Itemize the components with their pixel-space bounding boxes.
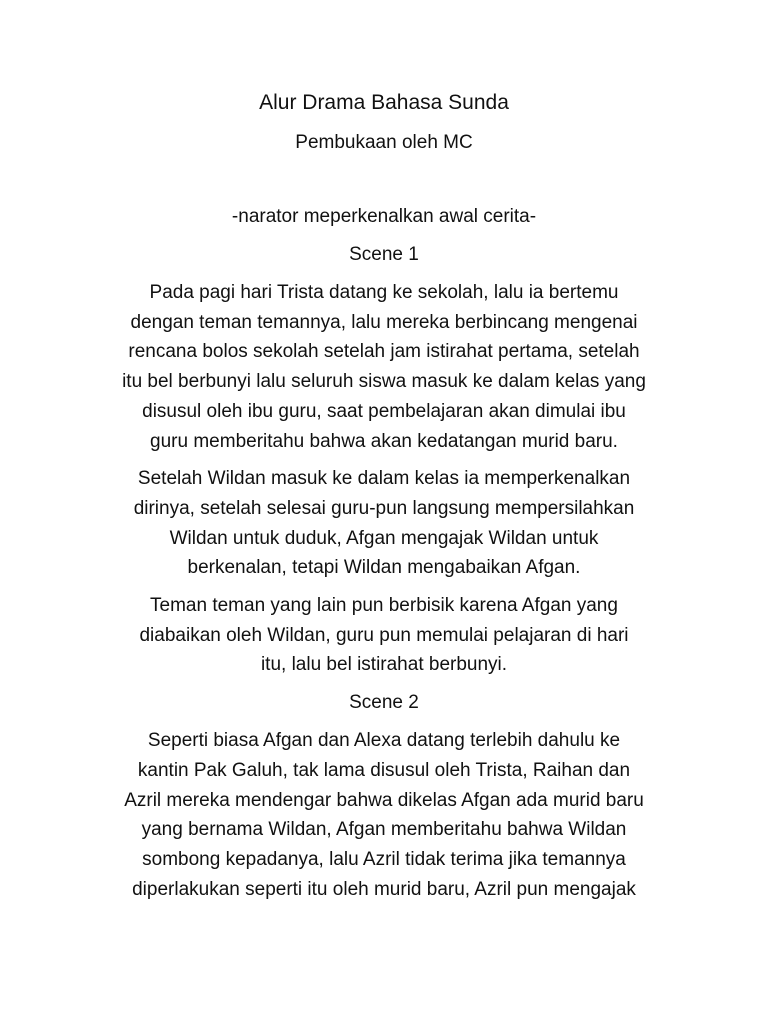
paragraph-line: Pada pagi hari Trista datang ke sekolah, lalu ia bertemu <box>149 282 619 303</box>
paragraph <box>86 591 682 680</box>
paragraph-line: dirinya, setelah selesai guru-pun langsung mempersilahkan <box>133 497 635 519</box>
paragraph-line: diabaikan oleh Wildan, guru pun memulai pelajaran di hari <box>139 624 629 646</box>
paragraph-line: diperlakukan seperti itu oleh murid baru, Azril pun mengajak <box>132 878 636 900</box>
paragraph-line: disusul oleh ibu guru, saat pembelajaran akan dimulai ibu <box>142 400 626 422</box>
paragraph <box>86 726 682 904</box>
paragraph <box>86 278 682 456</box>
paragraph-line: berkenalan, tetapi Wildan mengabaikan Afgan. <box>187 557 581 579</box>
paragraph-line: kantin Pak Galuh, tak lama disusul oleh Trista, Raihan dan <box>137 759 631 781</box>
paragraph-line: itu, lalu bel istirahat berbunyi. <box>260 654 508 676</box>
paragraph-line: Setelah Wildan masuk ke dalam kelas ia memperkenalkan <box>137 468 631 490</box>
paragraph-line: Wildan untuk duduk, Afgan mengajak Wildan untuk <box>169 527 599 549</box>
paragraph-line: yang bernama Wildan, Afgan memberitahu bahwa Wildan <box>141 819 627 841</box>
scene-heading: Scene 2 <box>349 692 419 714</box>
paragraph-line: sombong kepadanya, lalu Azril tidak terima jika temannya <box>142 848 626 870</box>
paragraph-line: dengan teman temannya, lalu mereka berbincang mengenai <box>130 311 638 333</box>
paragraph-line: guru memberitahu bahwa akan kedatangan murid baru. <box>150 430 618 452</box>
paragraph <box>86 464 682 583</box>
paragraph-line: itu bel berbunyi lalu seluruh siswa masuk ke dalam kelas yang <box>122 371 646 393</box>
narrator-note: -narator meperkenalkan awal cerita- <box>231 206 537 227</box>
paragraph-line: Teman teman yang lain pun berbisik karena Afgan yang <box>150 595 618 617</box>
paragraph-line: Azril mereka mendengar bahwa dikelas Afgan ada murid baru <box>124 789 644 811</box>
document-title: Alur Drama Bahasa Sunda <box>259 91 509 114</box>
scene-heading: Scene 1 <box>349 244 419 265</box>
paragraph-line: rencana bolos sekolah setelah jam istirahat pertama, setelah <box>128 341 640 363</box>
paragraph-line: Seperti biasa Afgan dan Alexa datang terlebih dahulu ke <box>147 730 621 752</box>
document-subtitle: Pembukaan oleh MC <box>295 132 473 153</box>
